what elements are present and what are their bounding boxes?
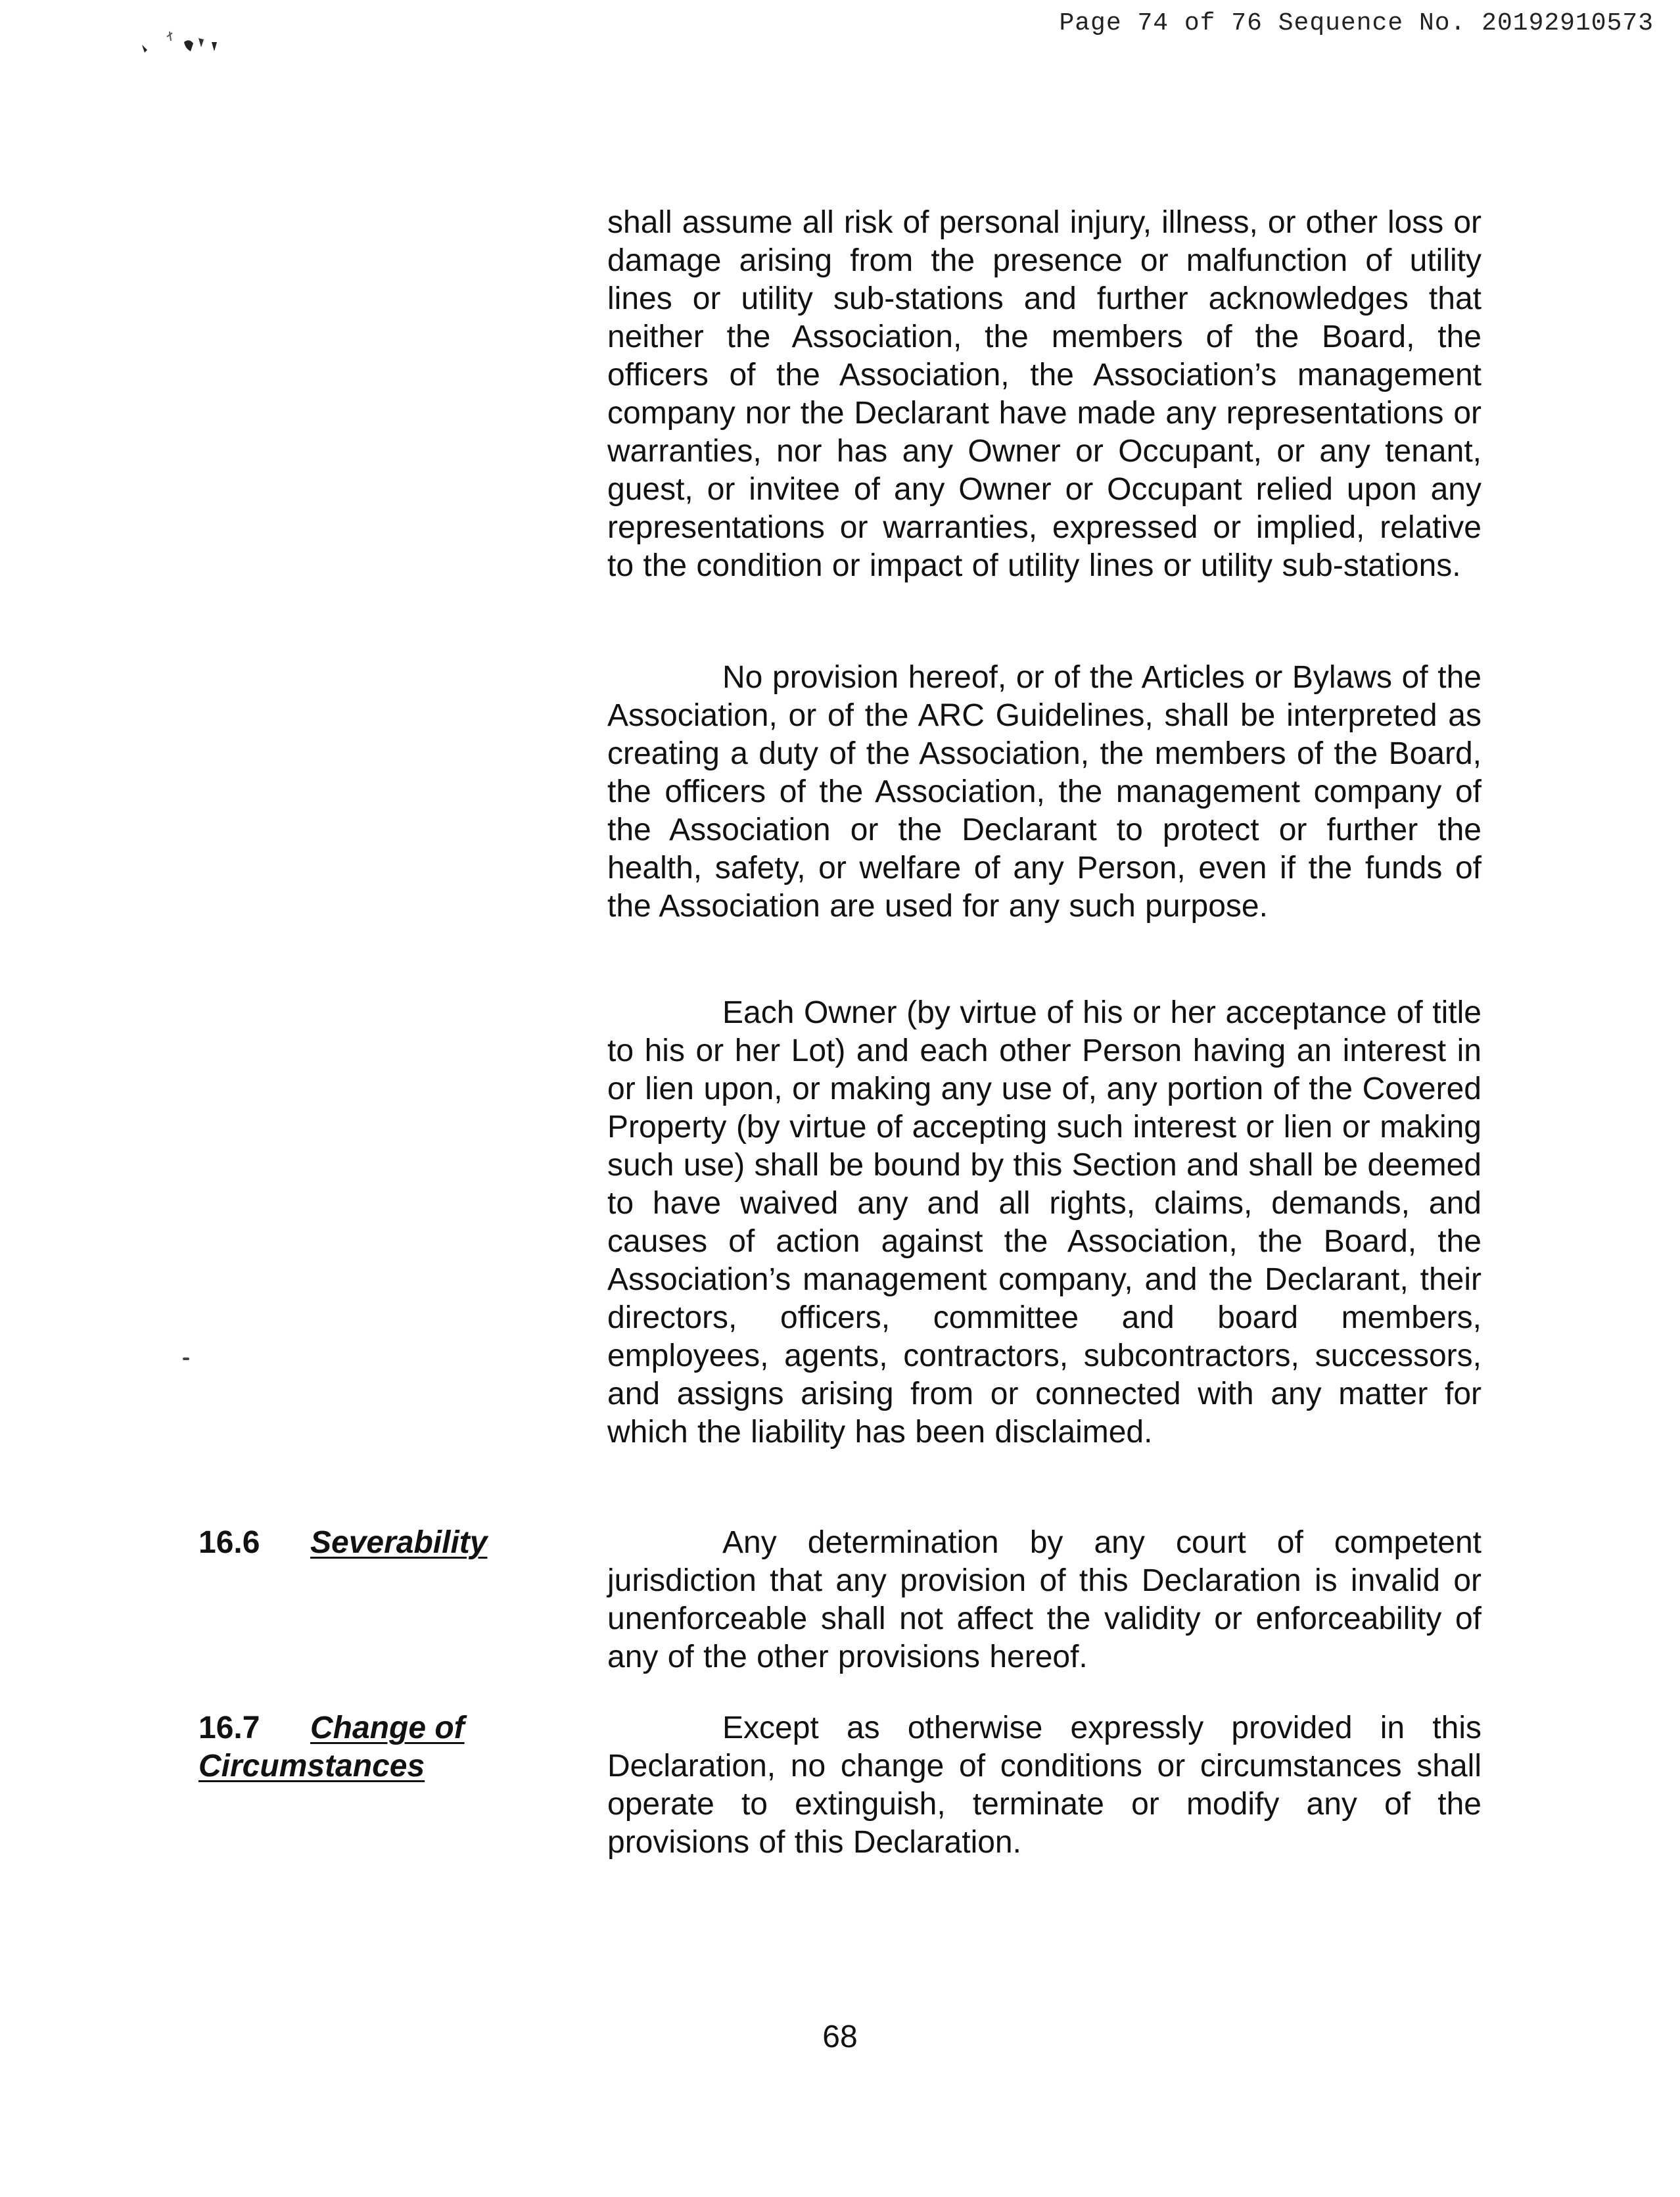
section-text-change-of-circumstances: Except as otherwise expressly provided in this Declaration, no change of conditions or circumstances shall operate to extinguish, terminate or modify any of the provisions of this Declaration. [607,1711,1482,1860]
section-title: Severability [310,1525,488,1560]
page-number: 68 [822,2020,858,2054]
scan-speck [183,1358,189,1360]
section-heading-severability [198,1524,487,1562]
body-paragraph-each-owner: Each Owner (by virtue of his or her acceptance of title to his or her Lot) and each other Person having an interest in or lien upon, or making any use of, any portion of the Covered Property (by virtue of accepting such interest or lien or making such use) shall be bound by this Section and shall be deemed to have waived any and all rights, claims, demands, and causes of action against the Association, the Board, the Association’s management company, and the Declarant, their directors, officers, committee and board members, employees, agents, contractors, subcontractors, successors, and assigns arising from or connected with any matter for which the liability has been disclaimed. [607,995,1482,1450]
page-header-sequence: Page 74 of 76 Sequence No. 20192910573 [1059,9,1654,37]
section-number: 16.6 [198,1525,260,1560]
section-heading-change-of-circumstances [198,1709,540,1785]
body-paragraph-continuation: shall assume all risk of personal injury, illness, or other loss or damage arising from the presence or malfunction of utility lines or utility sub-stations and further acknowledges that neither the Association, the members of the Board, the officers of the Association, the Association’s management company nor the Declarant have made any representations or warranties, nor has any Owner or Occupant, or any tenant, guest, or invitee of any Owner or Occupant relied upon any representations or warranties, expressed or implied, relative to the condition or impact of utility lines or utility sub-stations. [607,205,1482,583]
body-paragraph-no-provision: No provision hereof, or of the Articles or Bylaws of the Association, or of the ARC Guidelines, shall be interpreted as creating a duty of the Association, the members of the Board, the officers of the Association, the management company of the Association or the Declarant to protect or further the health, safety, or welfare of any Person, even if the funds of the Association are used for any such purpose. [607,660,1482,924]
section-text-severability: Any determination by any court of competent jurisdiction that any provision of this Declaration is invalid or unenforceable shall not affect the validity or enforceability of any of the other provisions hereof. [607,1525,1482,1674]
section-title-line2: Circumstances [198,1749,425,1784]
section-title-line1: Change of [310,1711,465,1745]
scan-artifact-icon [138,18,237,58]
section-number: 16.7 [198,1711,260,1745]
